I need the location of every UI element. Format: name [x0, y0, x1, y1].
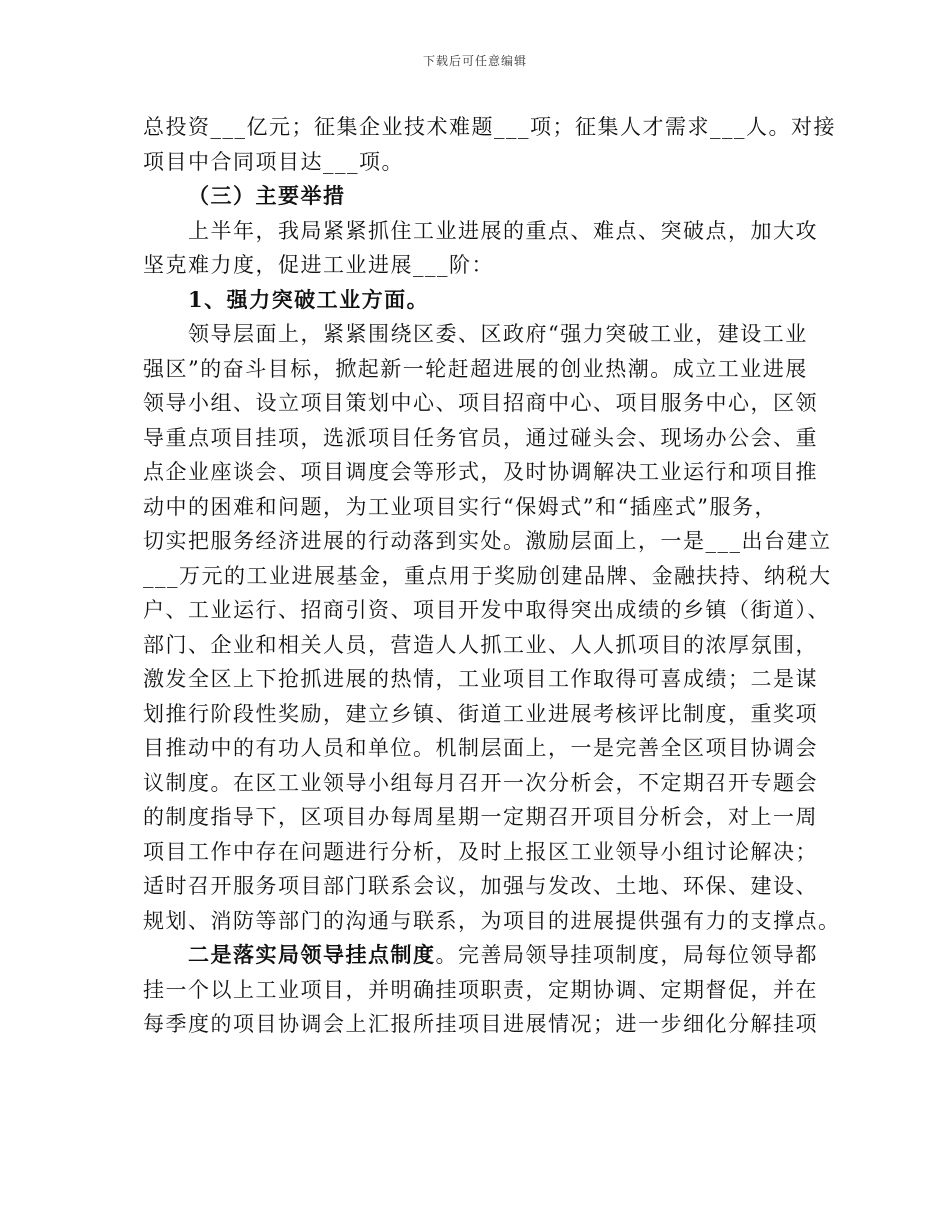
text-line: 领导小组、设立项目策划中心、项目招商中心、项目服务中心，区领: [143, 391, 818, 415]
text-line: 每季度的项目协调会上汇报所挂项目进展情况；进一步细化分解挂项: [143, 1012, 818, 1036]
text-line: 规划、消防等部门的沟通与联系，为项目的进展提供强有力的支撑点。: [143, 908, 841, 933]
text-line: 的制度指导下，区项目办每周星期一定期召开项目分析会，对上一周: [143, 805, 818, 829]
document-body: [143, 110, 841, 1042]
text-line: 总投资___亿元；征集企业技术难题___项；征集人才需求___人。对接: [143, 115, 836, 139]
text-line: 议制度。在区工业领导小组每月召开一次分析会，不定期召开专题会: [143, 770, 818, 795]
text-line: 领导层面上，紧紧围绕区委、区政府“强力突破工业，建设工业: [188, 322, 808, 346]
text-line: 坚克难力度，促进工业进展___阶：: [143, 253, 494, 277]
section-heading: （三）主要举措: [188, 183, 346, 208]
text-line: 户、工业运行、招商引资、项目开发中取得突出成绩的乡镇（街道）、: [143, 598, 830, 622]
inline-text: 。完善局领导挂项制度，局每位领导都: [435, 943, 818, 967]
text-line: 上半年，我局紧紧抓住工业进展的重点、难点、突破点，加大攻: [188, 218, 818, 243]
page-header: 下载后可任意编辑: [422, 54, 527, 68]
text-line: 切实把服务经济进展的行动落到实处。激励层面上，一是___出台建立: [143, 529, 832, 553]
text-line: 激发全区上下抢抓进展的热情，工业项目工作取得可喜成绩；二是谋: [143, 667, 818, 691]
text-line: 导重点项目挂项，选派项目任务官员，通过碰头会、现场办公会、重: [143, 425, 818, 450]
text-line: 项目工作中存在问题进行分析，及时上报区工业领导小组讨论解决；: [143, 839, 818, 864]
text-line: 项目中合同项目达___项。: [143, 149, 404, 174]
text-line: 强区”的奋斗目标，掀起新一轮赶超进展的创业热潮。成立工业进展: [143, 356, 808, 381]
inline-heading: 二是落实局领导挂点制度: [188, 942, 436, 967]
text-line: 挂一个以上工业项目，并明确挂项职责，定期协调、定期督促，并在: [143, 977, 818, 1002]
text-line: 动中的困难和问题，为工业项目实行“保姆式”和“插座式”服务，: [143, 494, 777, 519]
mixed-line: [143, 938, 833, 973]
subsection-heading: 1、强力突破工业方面。: [188, 286, 430, 312]
text-line: 部门、企业和相关人员，营造人人抓工业、人人抓项目的浓厚氛围，: [143, 632, 818, 657]
text-line: 划推行阶段性奖励，建立乡镇、街道工业进展考核评比制度，重奖项: [143, 701, 818, 726]
text-line: 点企业座谈会、项目调度会等形式，及时协调解决工业运行和项目推: [143, 460, 818, 484]
text-line: 目推动中的有功人员和单位。机制层面上，一是完善全区项目协调会: [143, 736, 818, 760]
text-line: 适时召开服务项目部门联系会议，加强与发改、土地、环保、建设、: [143, 874, 818, 898]
text-line: ___万元的工业进展基金，重点用于奖励创建品牌、金融扶持、纳税大: [143, 563, 832, 588]
